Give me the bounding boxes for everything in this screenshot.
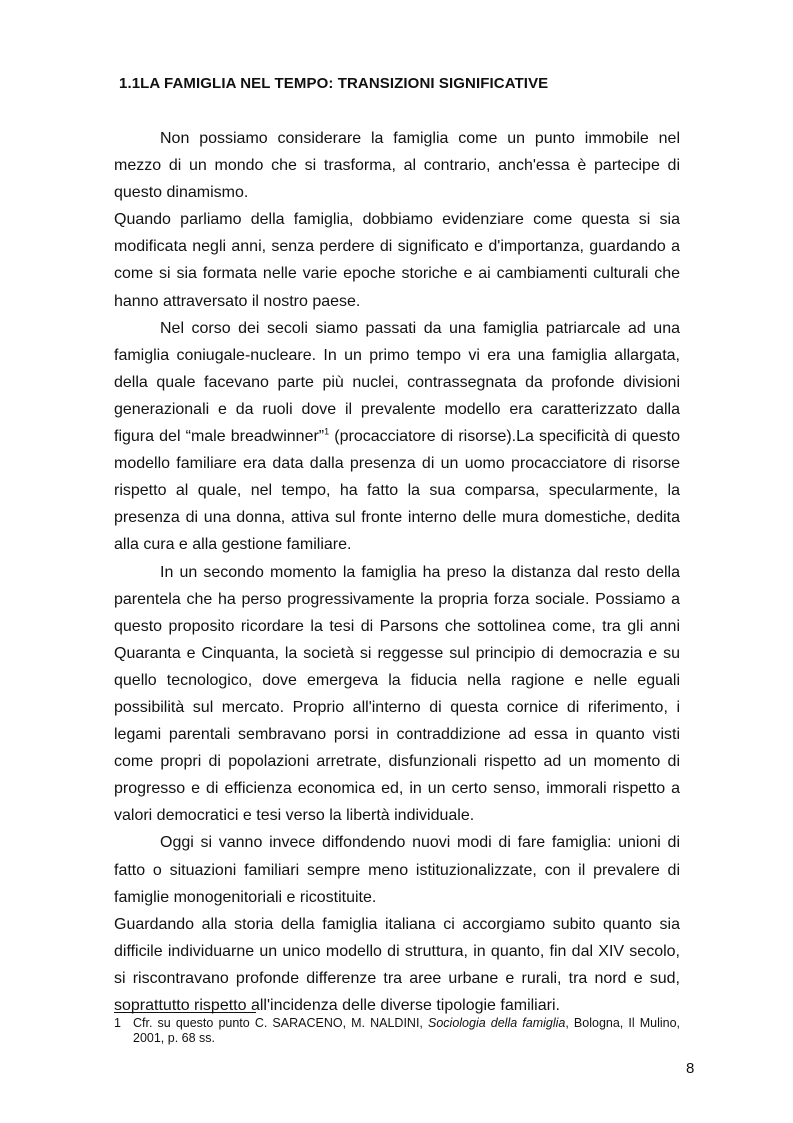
paragraph: Non possiamo considerare la famiglia come un punto immobile nel mezzo di un mondo che si trasforma, al contrario, anch'essa è partecipe di questo dinamismo. [114, 130, 680, 202]
footnote-text-after: , Bologna, Il Mulino, 2001, p. 68 ss. [133, 1016, 681, 1045]
footnote-text-before: Cfr. su questo punto C. SARACENO, M. NALDINI, [133, 1016, 428, 1030]
body-text [114, 125, 680, 1019]
paragraph-text: Nel corso dei secoli siamo passati da una famiglia patriarcale ad una famiglia coniugale-nucleare. In un primo tempo vi era una famiglia allargata, della quale facevano parte più nuclei, contrassegnata da profonde divisioni generazionali e da ruoli dove il prevalente modello era caratterizzato dalla figura del “male breadwinner” [114, 319, 680, 446]
paragraph-text: (procacciatore di risorse).La specificità di questo modello familiare era data dalla presenza di un uomo procacciatore di risorse rispetto al quale, nel tempo, ha fatto la sua comparsa, specularmente, la presenza di una donna, attiva sul fronte interno delle mura domestiche, dedita alla cura e alla gestione familiare. [114, 428, 680, 554]
footnote-number: 1 [114, 1016, 121, 1030]
paragraph: Quando parliamo della famiglia, dobbiamo evidenziare come questa si sia modificata negli anni, senza perdere di significato e d'importanza, guardando a come si sia formata nelle varie epoche storiche e ai cambiamenti culturali che hanno attraversato il nostro paese. [114, 211, 680, 310]
page-number: 8 [686, 1060, 695, 1077]
footnote-text [133, 1016, 680, 1046]
footnote [114, 1016, 680, 1046]
page-title: 1.1LA FAMIGLIA NEL TEMPO: TRANSIZIONI SIGNIFICATIVE [119, 75, 549, 92]
paragraph: In un secondo momento la famiglia ha preso la distanza dal resto della parentela che ha perso progressivamente la propria forza sociale. Possiamo a questo proposito ricordare la tesi di Parsons che sottolinea come, tra gli anni Quaranta e Cinquanta, la società si reggesse sul principio di democrazia e su quello tecnologico, dove emergeva la fiducia nella ragione e nelle eguali possibilità sul mercato. Proprio all'interno di questa cornice di riferimento, i legami parentali sembravano porsi in contraddizione ad essa in quanto visti come propri di popolazioni arretrate, disfunzionali rispetto ad un momento di progresso e di efficienza economica ed, in un certo senso, immorali rispetto a valori democratici e tesi verso la libertà individuale. [114, 563, 680, 825]
footnote-reference: 1 [324, 426, 330, 437]
paragraph: Guardando alla storia della famiglia italiana ci accorgiamo subito quanto sia difficile individuarne un unico modello di struttura, in quanto, fin dal XIV secolo, si riscontravano profonde differenze tra aree urbane e rurali, tra nord e sud, soprattutto rispetto all'incidenza delle diverse tipologie familiari. [114, 915, 680, 1014]
paragraph: Oggi si vanno invece diffondendo nuovi modi di fare famiglia: unioni di fatto o situazioni familiari sempre meno istituzionalizzate, con il prevalere di famiglie monogenitoriali e ricostituite. [114, 834, 680, 906]
paragraph [114, 315, 680, 559]
footnote-separator [114, 1012, 256, 1013]
footnote-book-title: Sociologia della famiglia [428, 1016, 566, 1030]
